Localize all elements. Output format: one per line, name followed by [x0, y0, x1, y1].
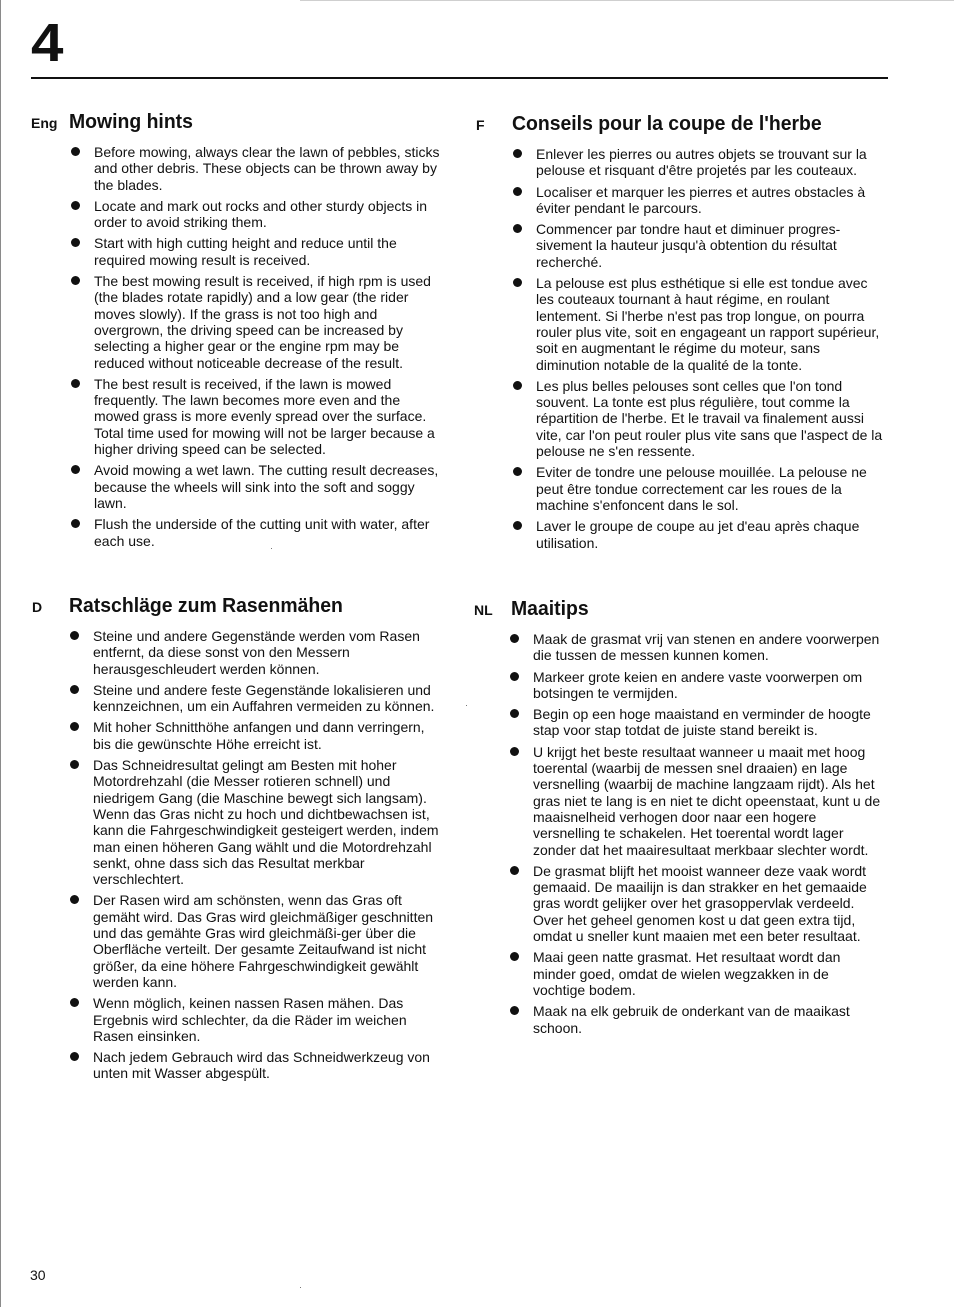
- language-code: D: [32, 599, 43, 615]
- list-item-text: Start with high cutting height and reduce until the required mowing result is received.: [94, 235, 397, 268]
- section-title: Ratschläge zum Rasenmähen: [69, 595, 343, 617]
- bullet-icon: [510, 634, 519, 643]
- list-item-text: Markeer grote keien en andere vaste voorwerpen om botsingen te vermijden.: [533, 668, 863, 701]
- bullet-icon: [70, 998, 79, 1007]
- section-french: [474, 110, 884, 556]
- language-code: NL: [474, 602, 493, 618]
- bullet-icon: [513, 187, 522, 196]
- list-item-text: Maak de grasmat vrij van stenen en andere voorwerpen die tussen de messen kunnen komen.: [533, 631, 880, 664]
- bullet-icon: [510, 709, 519, 718]
- list-item-text: Maak na elk gebruik de onderkant van de maaikast schoon.: [533, 1003, 850, 1036]
- list-item-text: Steine und andere Gegenstände werden vom Rasen entfernt, da diese sonst von den Messern herausgeschleudert werden können.: [93, 628, 420, 677]
- list-item-text: Nach jedem Gebrauch wird das Schneidwerkzeug von unten mit Wasser abgespült.: [93, 1049, 430, 1082]
- list-item-text: Mit hoher Schnitthöhe anfangen und dann verringern, bis die gewünschte Höhe erreicht ist.: [93, 719, 425, 752]
- list-item: [509, 949, 884, 998]
- section-german: [31, 592, 441, 1087]
- header-rule: [31, 77, 888, 79]
- list-item: [69, 719, 441, 752]
- bullet-icon: [510, 866, 519, 875]
- bullet-icon: [71, 465, 80, 474]
- section-english: [31, 108, 441, 554]
- bullet-icon: [510, 1006, 519, 1015]
- list-item-text: Localiser et marquer les pierres et autres obstacles à éviter pendant le parcours.: [536, 183, 866, 216]
- bullet-icon: [513, 224, 522, 233]
- list-item: [512, 146, 884, 179]
- list-item: [509, 669, 884, 702]
- list-item-text: Wenn möglich, keinen nassen Rasen mähen. Das Ergebnis wird schlechter, da die Räder im weichen Rasen einsinken.: [93, 995, 407, 1044]
- list-item-text: Laver le groupe de coupe au jet d'eau après chaque utilisation.: [536, 518, 860, 551]
- list-item: [69, 757, 441, 887]
- list-item: [512, 221, 884, 270]
- bullet-icon: [510, 672, 519, 681]
- bullet-icon: [70, 1052, 79, 1061]
- bullet-icon: [70, 895, 79, 904]
- bullet-icon: [513, 278, 522, 287]
- list-item: [70, 376, 441, 457]
- bullet-icon: [513, 149, 522, 158]
- list-item: [70, 144, 441, 193]
- list-item-text: La pelouse est plus esthétique si elle est tondue avec les couteaux tournant à haut régime, en roulant lentement. Si l'herbe n'est pas trop longue, on pourra rouler plus vite, soit en engageant un rapport supérieur, soit en augmentant le régime du moteur, sans diminution notable de la qualité de la tonte.: [536, 275, 880, 373]
- list-item: [512, 464, 884, 513]
- bullet-icon: [70, 631, 79, 640]
- bullet-icon: [71, 379, 80, 388]
- scan-speck: [466, 705, 467, 706]
- bullet-icon: [510, 747, 519, 756]
- chapter-number: 4: [31, 13, 63, 73]
- list-item: [69, 1049, 441, 1082]
- list-item-text: Les plus belles pelouses sont celles que l'on tond souvent. La tonte est plus régulière, tout comme la répartition de l'herbe. Et le travail va finalement aussi vite, car l'on peut rouler plus vite sans que l'aspect de la pelouse ne s'en ressente.: [536, 377, 883, 460]
- bullet-icon: [513, 467, 522, 476]
- list-item: [509, 631, 884, 664]
- list-item-text: De grasmat blijft het mooist wanneer deze vaak wordt gemaaid. De maailijn is dan strakker en het gemaaide gras wordt gelijker over het grasoppervlak verdeeld. Over het geheel genomen kost u dat geen extra tijd, omdat u sneller kunt maaien met een beter resultaat.: [533, 862, 867, 945]
- list-item-text: Before mowing, always clear the lawn of pebbles, sticks and other debris. These objects can be thrown away by the blades.: [94, 144, 440, 193]
- bullet-icon: [70, 685, 79, 694]
- list-item: [69, 628, 441, 677]
- section-title: Mowing hints: [69, 111, 193, 133]
- section-header: [31, 592, 441, 618]
- list-item: [512, 378, 884, 459]
- list-item: [512, 275, 884, 373]
- list-item: [509, 863, 884, 944]
- bullet-icon: [513, 381, 522, 390]
- list-item-text: The best result is received, if the lawn is mowed frequently. The lawn becomes more even and the mowed grass is more evenly spread over the surface. Total time used for mowing will not be larger because a higher driving speed can be selected.: [94, 375, 435, 458]
- list-item-text: Avoid mowing a wet lawn. The cutting result decreases, because the wheels will sink into the soft and soggy lawn.: [94, 462, 439, 511]
- list-item: [509, 1003, 884, 1036]
- scan-speck: [271, 548, 272, 549]
- section-header: [474, 595, 884, 621]
- list-item: [70, 198, 441, 231]
- list-item-text: Begin op een hoge maaistand en verminder de hoogte stap voor stap totdat de juiste stand bereikt is.: [533, 706, 871, 739]
- section-header: [474, 110, 884, 136]
- list-item-text: Eviter de tondre une pelouse mouillée. La pelouse ne peut être tondue correctement car les roues de la machine s'enfoncent dans le sol.: [536, 464, 867, 513]
- bullet-icon: [71, 276, 80, 285]
- list-item-text: U krijgt het beste resultaat wanneer u maait met hoog toerental (waarbij de messen snel draaien) en lage versnelling (waarbij de machine langzaam rijdt). Als het gras niet te lang is en niet te dicht opeenstaat, kunt u de maaisnelheid verhogen door naar een hogere versnelling te schakelen. Het toerental wordt lager zonder dat het maairesultaat merkbaar slechter wordt.: [533, 743, 881, 858]
- bullet-icon: [71, 201, 80, 210]
- top-edge-line: [300, 0, 954, 1]
- list-item: [512, 518, 884, 551]
- section-title: Maaitips: [511, 598, 589, 620]
- list-item: [509, 706, 884, 739]
- bullet-icon: [513, 521, 522, 530]
- hint-list: [69, 628, 441, 1082]
- list-item-text: The best mowing result is received, if high rpm is used (the blades rotate rapidly) and a low gear (the rider moves slowly). If the grass is not too high and overgrown, the driving speed can be increased by selecting a higher gear or the engine rpm may be reduced without noticeable decrease of the result.: [94, 273, 431, 371]
- bullet-icon: [71, 519, 80, 528]
- list-item-text: Steine und andere feste Gegenstände lokalisieren und kennzeichnen, um ein Auffahren vermeiden zu können.: [93, 681, 435, 715]
- list-item: [509, 744, 884, 858]
- list-item: [70, 273, 441, 371]
- bullet-icon: [70, 760, 79, 769]
- page-number: 30: [30, 1267, 46, 1283]
- section-title: Conseils pour la coupe de l'herbe: [512, 113, 822, 135]
- list-item: [69, 892, 441, 990]
- list-item-text: Enlever les pierres ou autres objets se trouvant sur la pelouse et risquant d'être projetés par les couteaux.: [536, 146, 867, 179]
- list-item: [69, 682, 441, 715]
- list-item: [70, 235, 441, 268]
- scan-speck: [300, 1287, 301, 1288]
- section-header: [31, 108, 441, 134]
- bullet-icon: [71, 147, 80, 156]
- list-item: [70, 516, 441, 549]
- list-item: [69, 995, 441, 1044]
- bullet-icon: [510, 952, 519, 961]
- list-item: [70, 462, 441, 511]
- language-code: F: [476, 117, 485, 133]
- language-code: Eng: [31, 115, 58, 131]
- left-edge-line: [0, 0, 1, 1307]
- list-item-text: Maai geen natte grasmat. Het resultaat wordt dan minder goed, omdat de wielen wegzakken in de vochtige bodem.: [533, 949, 841, 998]
- hint-list: [70, 144, 441, 549]
- list-item: [512, 184, 884, 217]
- hint-list: [509, 631, 884, 1036]
- list-item-text: Commencer par tondre haut et diminuer progres-sivement la hauteur jusqu'à obtention du résultat recherché.: [536, 221, 841, 270]
- list-item-text: Locate and mark out rocks and other sturdy objects in order to avoid striking them.: [94, 197, 428, 231]
- list-item-text: Das Schneidresultat gelingt am Besten mit hoher Motordrehzahl (die Messer rotieren schnell) und niedrigem Gang (die Maschine bewegt sich langsam). Wenn das Gras nicht zu hoch und dichtbewachsen ist, kann die Fahrgeschwindigkeit gesteigert werden, indem man einen höheren Gang wählt und die Motordrehzahl senkt, ohne dass sich das Resultat merkbar verschlechtert.: [93, 757, 439, 888]
- section-dutch: [474, 595, 884, 1041]
- list-item-text: Der Rasen wird am schönsten, wenn das Gras oft gemäht wird. Das Gras wird gleichmäßiger geschnitten und das gemähte Gras wird gleichmäßi-ger über die Oberfläche verteilt. Der gesamte Zeitaufwand ist nicht größer, da eine höhere Fahrgeschwindigkeit gewählt werden kann.: [93, 892, 434, 990]
- list-item-text: Flush the underside of the cutting unit with water, after each use.: [94, 516, 430, 549]
- hint-list: [512, 146, 884, 551]
- bullet-icon: [71, 238, 80, 247]
- bullet-icon: [70, 722, 79, 731]
